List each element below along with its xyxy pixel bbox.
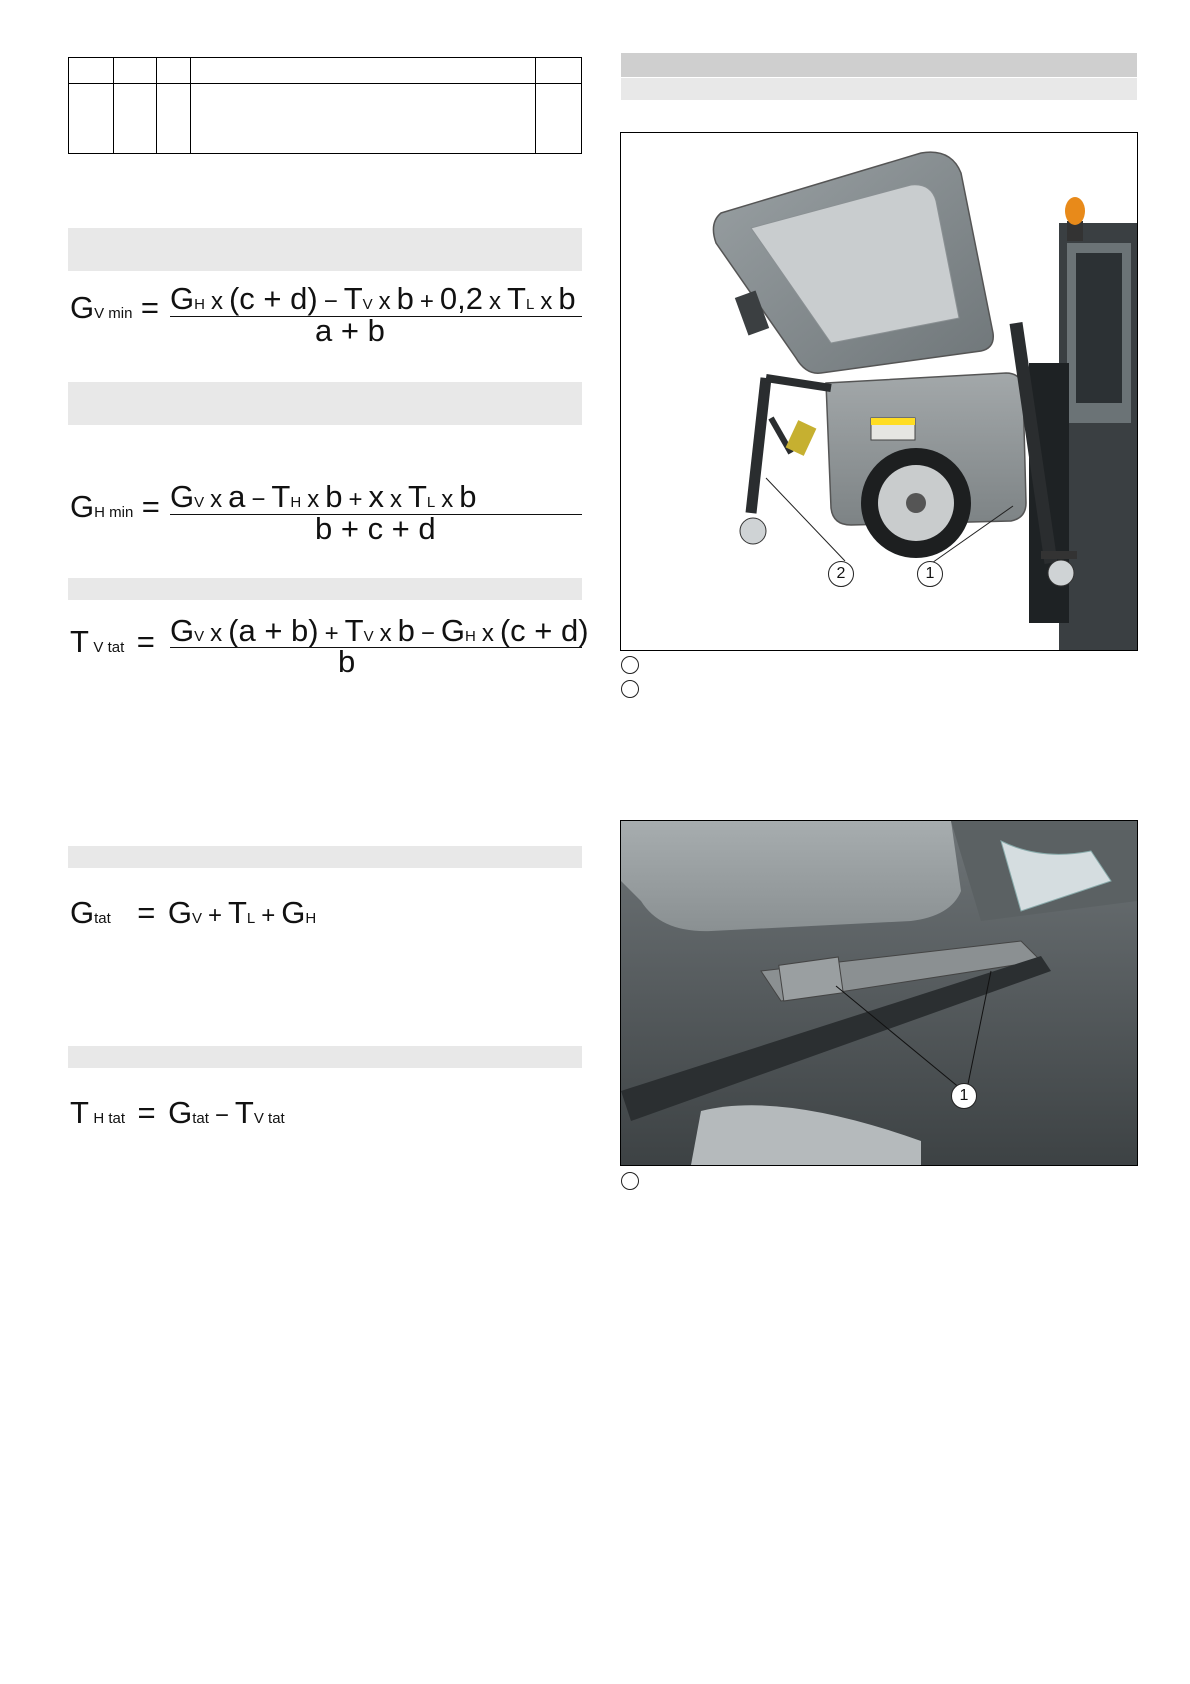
formula-tv-tat: T V tat = xyxy=(70,624,155,659)
formula-subscript: V xyxy=(191,910,202,927)
formula-gh-min-numerator xyxy=(170,479,476,515)
section-header-bar xyxy=(621,78,1137,100)
formula-term: b xyxy=(558,281,576,316)
specification-table xyxy=(68,57,582,154)
formula-operator: x xyxy=(210,288,223,315)
formula-gv-min: GV min = xyxy=(70,290,160,325)
legend-marker xyxy=(621,656,639,674)
callout-1: 1 xyxy=(917,561,943,587)
formula-term: G xyxy=(167,895,192,930)
cylinder-closeup-illustration xyxy=(621,821,1137,1165)
formula-subscript: tat xyxy=(192,1110,209,1127)
table-cell xyxy=(191,58,536,84)
section-header-bar xyxy=(68,578,582,600)
section-header-bar xyxy=(68,1046,582,1068)
formula-term: b xyxy=(325,479,343,514)
formula-gv-min-numerator xyxy=(170,281,576,317)
formula-term: G xyxy=(281,895,306,930)
formula-operator: + xyxy=(419,288,434,315)
formula-term: (c + d) xyxy=(499,613,589,648)
formula-subscript: H xyxy=(464,628,476,645)
section-header-bar xyxy=(68,846,582,868)
formula-term: a xyxy=(228,479,246,514)
formula-operator: x xyxy=(210,620,223,647)
formula-subscript: V xyxy=(194,628,205,645)
formula-operator: − xyxy=(251,486,266,513)
formula-term: T xyxy=(343,281,363,316)
table-cell xyxy=(536,84,582,154)
formula-term: T xyxy=(234,1095,254,1130)
formula-operator: x xyxy=(489,288,502,315)
formula-term: T xyxy=(344,613,364,648)
section-header-bar xyxy=(621,53,1137,77)
table-cell xyxy=(114,84,157,154)
table-cell xyxy=(536,58,582,84)
formula-subscript: V xyxy=(194,494,205,511)
figure-cylinder-closeup xyxy=(620,820,1138,1166)
formula-operator: x xyxy=(481,620,494,647)
tank-unit-illustration xyxy=(621,133,1137,650)
callout-2: 2 xyxy=(828,561,854,587)
formula-operator: x xyxy=(540,288,553,315)
formula-term: (c + d) xyxy=(228,281,318,316)
formula-term: G xyxy=(170,281,195,316)
formula-tv-tat-denominator: b xyxy=(338,644,356,679)
formula-subscript: L xyxy=(525,296,535,313)
formula-term: G xyxy=(170,613,195,648)
table-cell xyxy=(114,58,157,84)
formula-operator: x xyxy=(441,486,454,513)
table-cell xyxy=(191,84,536,154)
table-cell xyxy=(157,58,191,84)
formula-operator: + xyxy=(261,902,276,929)
formula-gh-min-denominator: b + c + d xyxy=(315,511,436,546)
formula-subscript: V xyxy=(362,296,373,313)
formula-subscript: L xyxy=(426,494,436,511)
formula-term: b xyxy=(396,281,414,316)
fraction-line xyxy=(170,647,582,648)
formula-term: b xyxy=(459,479,477,514)
formula-term: b xyxy=(397,613,415,648)
formula-term: T xyxy=(507,281,526,316)
legend-marker xyxy=(621,1172,639,1190)
formula-operator: x xyxy=(210,486,223,513)
formula-operator: − xyxy=(323,288,338,315)
formula-term: T xyxy=(227,895,247,930)
formula-operator: x xyxy=(379,620,392,647)
formula-term: G xyxy=(440,613,465,648)
formula-term: G xyxy=(170,479,195,514)
formula-th-tat: T H tat = Gtat − TV tat xyxy=(70,1095,285,1130)
formula-operator: − xyxy=(420,620,435,647)
formula-subscript: H xyxy=(305,910,317,927)
formula-term: T xyxy=(407,479,427,514)
formula-subscript: V xyxy=(363,628,374,645)
formula-gh-min: GH min = xyxy=(70,489,160,524)
table-cell xyxy=(69,58,114,84)
formula-subscript: H xyxy=(194,296,205,313)
formula-term: 0,2 xyxy=(439,281,484,316)
formula-operator: + xyxy=(324,620,339,647)
formula-subscript: L xyxy=(246,910,256,927)
callout-1: 1 xyxy=(951,1083,977,1109)
formula-gv-min-denominator: a + b xyxy=(315,313,385,348)
formula-subscript: V tat xyxy=(253,1110,285,1127)
formula-subscript: H xyxy=(290,494,302,511)
formula-operator: − xyxy=(214,1102,229,1129)
table-cell xyxy=(69,84,114,154)
formula-tv-tat-numerator xyxy=(170,613,589,649)
formula-operator: x xyxy=(389,486,402,513)
formula-operator: + xyxy=(207,902,222,929)
formula-g-tat: Gtat = GV + TL + GH xyxy=(70,895,317,930)
formula-term: (a + b) xyxy=(228,613,319,648)
formula-term: T xyxy=(271,479,291,514)
table-cell xyxy=(157,84,191,154)
figure-tank-on-stand xyxy=(620,132,1138,651)
legend-marker xyxy=(621,680,639,698)
formula-operator: x xyxy=(307,486,320,513)
section-header-bar xyxy=(68,228,582,271)
section-header-bar xyxy=(68,382,582,425)
formula-term: G xyxy=(168,1095,193,1130)
formula-operator: x xyxy=(378,288,391,315)
formula-term: x xyxy=(368,479,384,514)
formula-operator: + xyxy=(348,486,363,513)
